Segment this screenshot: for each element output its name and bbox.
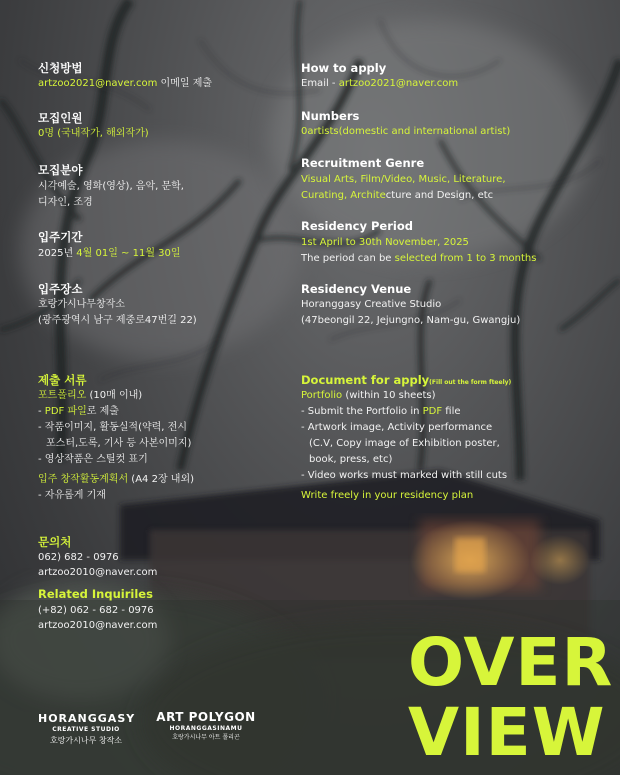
en-genre-line1: Visual Arts, Film/Video, Music, Literature, (301, 174, 506, 185)
en-venue-title: Residency Venue (301, 282, 412, 296)
ko-period-title: 입주기간 (38, 230, 83, 244)
en-venue-line1: Horanggasy Creative Studio (301, 299, 442, 310)
en-docs-portfolio-line (301, 388, 436, 404)
en-contact-phone: (+82) 062 - 682 - 0976 (38, 605, 154, 616)
ko-docs-pdf: PDF 파일 (44, 406, 87, 417)
en-docs-item3: - Video works must marked with still cuts (301, 470, 508, 481)
ko-docs-portfolio: 포트폴리오 (38, 390, 87, 401)
en-genre-title: Recruitment Genre (301, 156, 425, 170)
ko-recruit-title: 모집인원 (38, 111, 83, 125)
en-period-title: Residency Period (301, 219, 413, 233)
en-docs-title: Document for apply (301, 373, 430, 387)
ko-apply-email[interactable]: artzoo2021@naver.com (38, 78, 158, 89)
ko-docs-portfolio-line (38, 388, 142, 404)
ko-docs-item3: - 영상작품은 스틸컷 표기 (38, 454, 148, 465)
ko-field-title: 모집분야 (38, 163, 83, 177)
en-period-line2-yellow: selected from 1 to 3 months (394, 253, 537, 264)
ko-period-value: 4월 01일 ~ 11월 30일 (76, 248, 181, 259)
artpolygon-logo-sub: HORANGGASINAMU (169, 725, 243, 732)
en-docs-plan: Write freely in your residency plan (301, 490, 474, 501)
ko-docs-plan: 입주 창작활동계획서 (38, 474, 129, 485)
ko-period-prefix: 2025년 (38, 248, 77, 259)
ko-docs-pdf-suffix: 로 제출 (86, 406, 119, 417)
ko-docs-pdf-line (38, 404, 119, 420)
en-venue-line2: (47beongil 22, Jejungno, Nam-gu, Gwangju) (301, 315, 521, 326)
ko-recruit-value: 0명 (국내작가, 해외작가) (38, 128, 149, 139)
en-docs-item2-line1: - Artwork image, Activity performance (301, 422, 493, 433)
ko-venue-line1: 호랑가시나무창작소 (38, 299, 125, 310)
ko-contact-phone: 062) 682 - 0976 (38, 552, 119, 563)
en-period-line1: 1st April to 30th November, 2025 (301, 237, 469, 248)
en-genre-line2-yellow: Curating, Archite (301, 190, 386, 201)
ko-docs-plan-note: (A4 2장 내외) (128, 474, 195, 485)
ko-docs-plan-line (38, 472, 194, 488)
en-period-line2 (301, 251, 536, 267)
en-contact-title: Related Inquiriles (38, 587, 153, 601)
ko-docs-item2-line2: 포스터,도록, 기사 등 사본이미지) (46, 438, 192, 449)
en-docs-item1-prefix: - Submit the Portfolio in (301, 406, 423, 417)
en-docs-portfolio: Portfolio (301, 390, 343, 401)
ko-apply-line (38, 76, 212, 92)
horanggasy-logo-name: HORANGGASY (38, 712, 136, 725)
artpolygon-logo-ko: 호랑가시나무 아트 폴리곤 (172, 734, 240, 741)
ko-apply-suffix: 이메일 제출 (157, 78, 213, 89)
en-apply-prefix: Email - (301, 78, 339, 89)
en-docs-portfolio-note: (within 10 sheets) (342, 390, 436, 401)
ko-period-line (38, 246, 181, 262)
ko-venue-title: 입주장소 (38, 282, 83, 296)
ko-docs-title: 제출 서류 (38, 373, 87, 387)
ko-field-line1: 시각예술, 영화(영상), 음악, 문학, (38, 181, 184, 192)
overview-line1: OVER (408, 624, 614, 701)
en-docs-item1-suffix: file (442, 406, 461, 417)
overview-line2: VIEW (408, 694, 606, 771)
en-apply-line (301, 76, 458, 92)
ko-venue-line2: (광주광역시 남구 제중로47번길 22) (38, 315, 197, 326)
en-genre-line2 (301, 188, 493, 204)
ko-docs-portfolio-note: (10매 이내) (86, 390, 143, 401)
ko-docs-pdf-prefix: - (38, 406, 45, 417)
ko-docs-item2-line1: - 작품이미지, 활동실적(약력, 전시 (38, 422, 187, 433)
horanggasy-logo-sub: CREATIVE STUDIO (52, 726, 120, 733)
en-apply-title: How to apply (301, 61, 387, 75)
en-recruit-title: Numbers (301, 109, 360, 123)
en-contact-email[interactable]: artzoo2010@naver.com (38, 620, 158, 631)
ko-field-line2: 디자인, 조경 (38, 197, 93, 208)
artpolygon-logo (150, 710, 262, 743)
en-docs-item2-line3: book, press, etc) (309, 454, 393, 465)
en-period-line2-prefix: The period can be (301, 253, 395, 264)
en-apply-email[interactable]: artzoo2021@naver.com (338, 78, 459, 89)
en-docs-item1-pdf: PDF (422, 406, 443, 417)
artpolygon-logo-name: ART POLYGON (156, 710, 256, 724)
en-docs-item2-line2: (C.V, Copy image of Exhibition poster, (309, 438, 500, 449)
ko-apply-title: 신청방법 (38, 61, 83, 75)
horanggasy-logo (38, 712, 134, 748)
horanggasy-logo-ko: 호랑가시나무 창작소 (49, 736, 123, 745)
en-recruit-value: 0artists(domestic and international artist) (301, 126, 511, 137)
en-docs-title-note: (Fill out the form fteely) (429, 379, 512, 386)
ko-docs-plan-item: - 자유롭게 기재 (38, 490, 106, 501)
en-docs-item1 (301, 404, 461, 420)
ko-contact-title: 문의처 (38, 535, 72, 549)
ko-contact-email[interactable]: artzoo2010@naver.com (38, 567, 158, 578)
en-genre-line2-white: cture and Design, etc (385, 190, 494, 201)
